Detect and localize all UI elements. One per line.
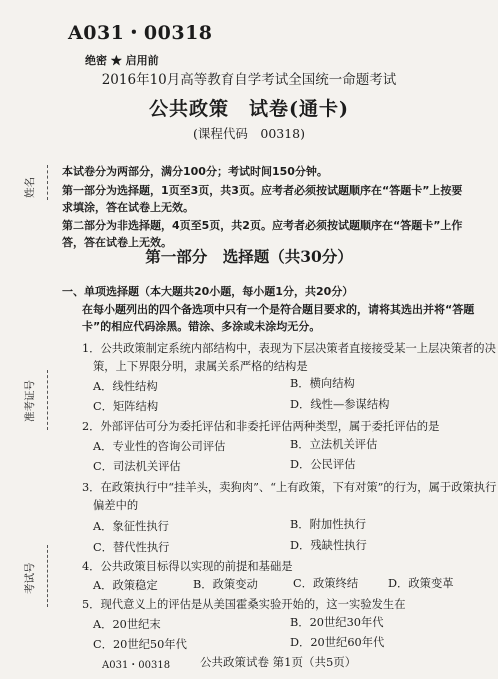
question-2-text: 2．外部评估可分为委托评估和非委托评估两种类型，属于委托评估的是 xyxy=(82,420,440,433)
binding-line xyxy=(47,165,48,200)
question-5-option-c: C．20世纪50年代 xyxy=(93,638,187,651)
instruction-line: 求填涂，答在试卷上无效。 xyxy=(62,201,194,214)
question-1-option-c: C．矩阵结构 xyxy=(93,400,159,413)
question-3-text-cont: 偏差中的 xyxy=(93,499,139,512)
question-1-option-a: A．线性结构 xyxy=(93,380,158,393)
question-3-option-d: D．残缺性执行 xyxy=(290,539,367,552)
question-4-option-d: D．政策变革 xyxy=(388,577,454,590)
question-2-option-d: D．公民评估 xyxy=(290,458,356,471)
exam-title: 2016年10月高等教育自学考试全国统一命题考试 xyxy=(101,72,397,88)
question-4-option-b: B．政策变动 xyxy=(193,578,258,591)
subject-title: 公共政策 试卷(通卡) xyxy=(149,98,349,120)
secret-mark: 绝密 ★ 启用前 xyxy=(85,54,159,67)
question-5-option-d: D．20世纪60年代 xyxy=(290,636,385,649)
question-3-option-c: C．替代性执行 xyxy=(93,541,170,554)
question-3-option-b: B．附加性执行 xyxy=(290,518,367,531)
instruction-line: 答，答在试卷上无效。 xyxy=(62,236,172,249)
question-2-option-c: C．司法机关评估 xyxy=(93,460,181,473)
footer-page-number: 公共政策试卷 第1页（共5页） xyxy=(200,655,357,669)
side-label-admission-number: 准考证号 xyxy=(24,380,36,422)
question-5-option-a: A．20世纪末 xyxy=(93,618,161,631)
section-description: 卡”的相应代码涂黑。错涂、多涂或未涂均无分。 xyxy=(82,320,321,333)
binding-line xyxy=(47,370,48,430)
question-3-option-a: A．象征性执行 xyxy=(93,520,169,533)
side-label-name: 姓名 xyxy=(24,177,36,198)
side-label-exam-number: 考试号 xyxy=(24,562,36,594)
section-description: 在每小题列出的四个备选项中只有一个是符合题目要求的，请将其选出并将“答题 xyxy=(82,303,475,316)
question-5-option-b: B．20世纪30年代 xyxy=(290,616,384,629)
question-1-text: 1．公共政策制定系统内部结构中，表现为下层决策者直接接受某一上层决策者的决 xyxy=(82,342,496,355)
instruction-line: 第二部分为非选择题，4页至5页，共2页。应考者必须按试题顺序在“答题卡”上作 xyxy=(62,219,463,232)
question-2-option-b: B．立法机关评估 xyxy=(290,438,378,451)
question-5-text: 5．现代意义上的评估是从美国霍桑实验开始的，这一实验发生在 xyxy=(82,598,406,611)
section-title: 一、单项选择题（本大题共20小题，每小题1分，共20分） xyxy=(62,285,354,298)
part-one-title: 第一部分 选择题（共30分） xyxy=(145,247,353,266)
question-4-option-a: A．政策稳定 xyxy=(93,579,158,592)
question-1-option-d: D．线性—参谋结构 xyxy=(290,398,390,411)
course-code: (课程代码 00318) xyxy=(192,126,306,141)
footer-paper-code: A031・00318 xyxy=(102,660,171,671)
question-3-text: 3．在政策执行中“挂羊头，卖狗肉”、“上有政策，下有对策”的行为，属于政策执行 xyxy=(82,481,497,494)
question-2-option-a: A．专业性的咨询公司评估 xyxy=(93,440,226,453)
instruction-line: 本试卷分为两部分，满分100分；考试时间150分钟。 xyxy=(62,165,328,178)
question-4-option-c: C．政策终结 xyxy=(293,577,359,590)
question-1-option-b: B．横向结构 xyxy=(290,377,355,390)
binding-line xyxy=(47,545,48,607)
instruction-line: 第一部分为选择题，1页至3页，共3页。应考者必须按试题顺序在“答题卡”上按要 xyxy=(62,184,463,197)
paper-code: A031・00318 xyxy=(68,22,213,44)
question-4-text: 4．公共政策目标得以实现的前提和基础是 xyxy=(82,560,293,573)
question-1-text-cont: 策，上下界限分明，隶属关系严格的结构是 xyxy=(93,360,308,373)
